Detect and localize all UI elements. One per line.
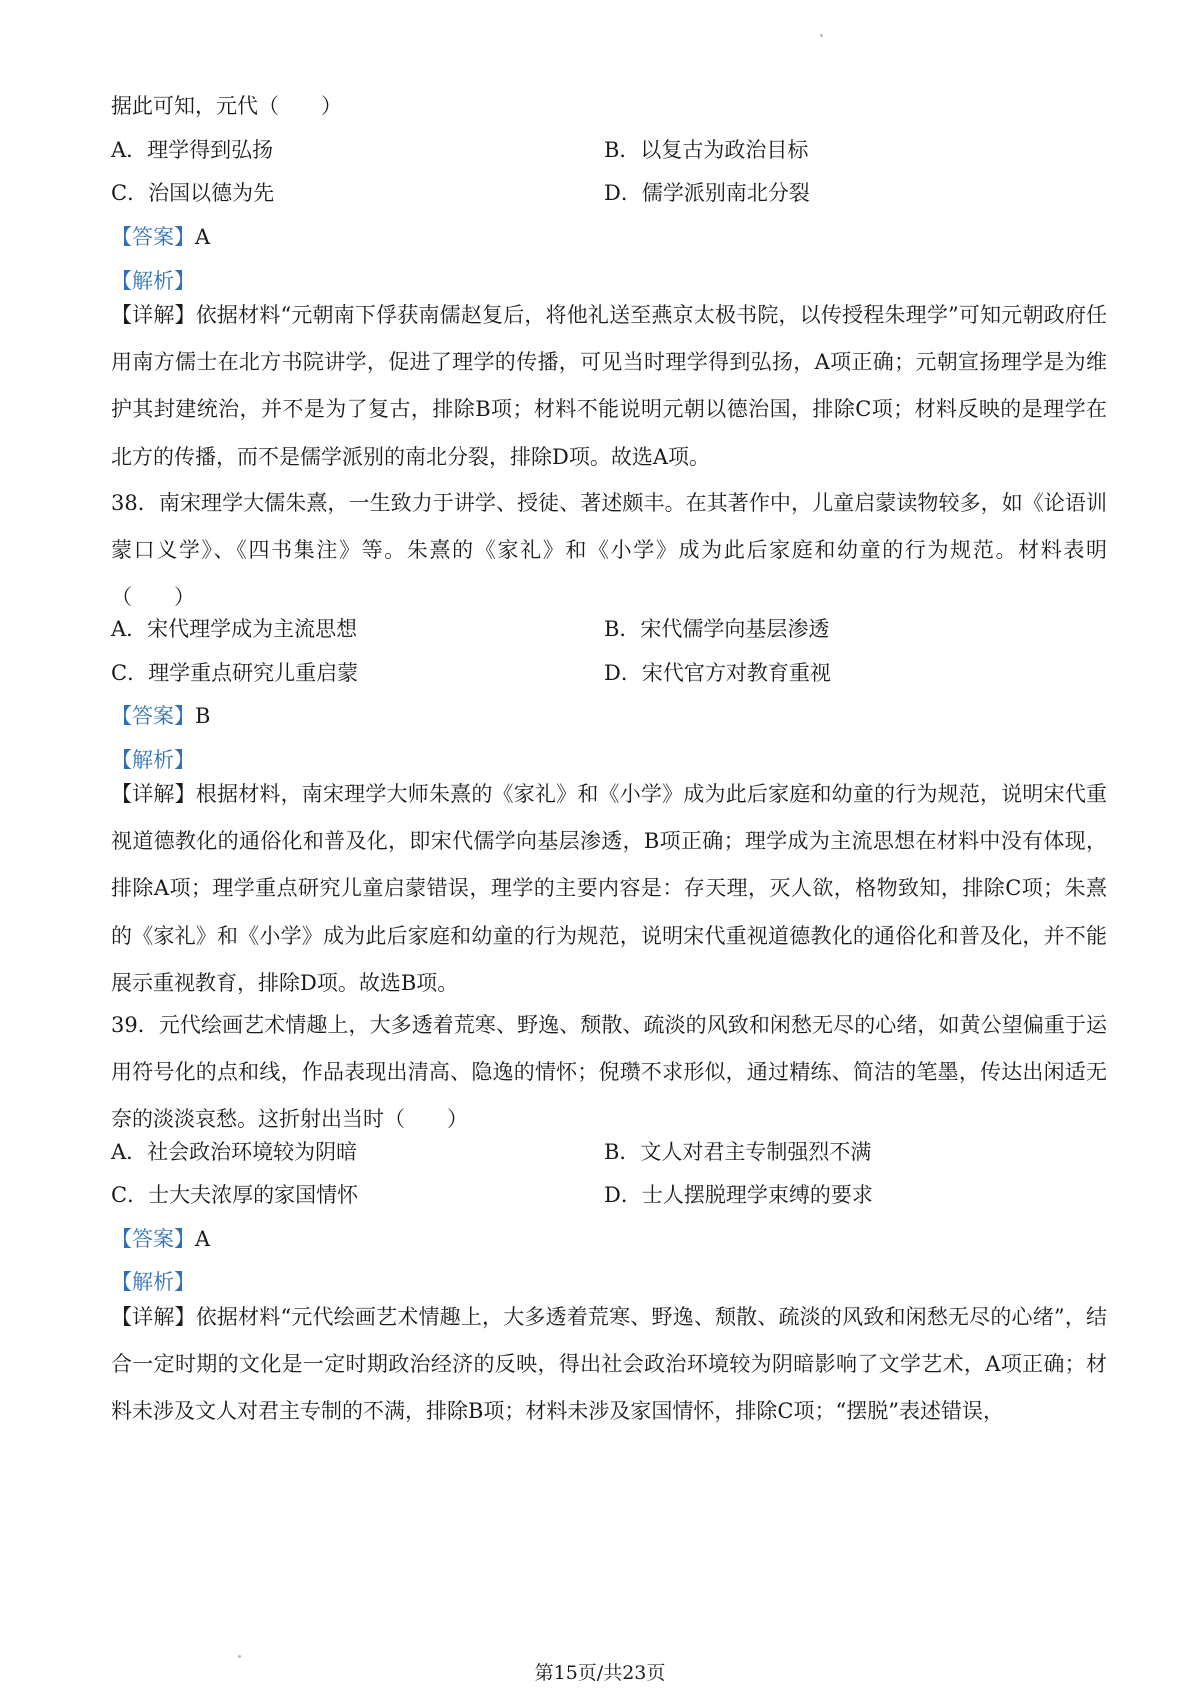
q39-answer-line <box>111 1224 1101 1254</box>
q38-option-c: C．理学重点研究儿重启蒙 <box>111 661 359 685</box>
q39-option-b: B．文人对君主专制强烈不满 <box>604 1140 872 1164</box>
q39-analysis-tag <box>111 1267 1101 1297</box>
q39-analysis-label: 【解析】 <box>111 1270 195 1294</box>
detail-text: 依据材料“元朝南下俘获南儒赵复后，将他礼送至燕京太极书院，以传授程朱理学”可知元朝政府任用南方儒士在北方书院讲学，促进了理学的传播，可见当时理学得到弘扬，A项正确；元朝宣扬理学是为维护其封建统治，并不是为了复古，排除B项；材料不能说明元朝以德治国，排除C项；材料反映的是理学在北方的传播，而不是儒学派别的南北分裂，排除D项。故选A项。 <box>111 303 1108 469</box>
q38-option-a: A．宋代理学成为主流思想 <box>111 617 358 641</box>
question-39-stem: 39．元代绘画艺术情趣上，大多透着荒寒、野逸、颓散、疏淡的风致和闲愁无尽的心绪，如黄公望偏重于运用符号化的点和线，作品表现出清高、隐逸的情怀；倪瓒不求形似，通过精练、简洁的笔墨，传达出闲适无奈的淡淡哀愁。这折射出当时（ ） <box>111 1013 1107 1132</box>
option-a: A．理学得到弘扬 <box>111 138 274 162</box>
q38-answer-line <box>111 701 1101 731</box>
page-number-footer: 第15页/共23页 <box>534 1662 666 1684</box>
q39-option-c: C．士大夫浓厚的家国情怀 <box>111 1183 359 1207</box>
q38-answer-tag: 【答案】 <box>111 704 195 728</box>
q38-detail-tag: 【详解】 <box>111 782 196 806</box>
detail-paragraph <box>111 292 1107 481</box>
option-c: C．治国以德为先 <box>111 181 275 205</box>
question-stem-tail: 据此可知，元代（ ） <box>111 94 342 118</box>
scan-mark-bottom <box>238 1655 241 1658</box>
q38-option-b: B．宋代儒学向基层渗透 <box>604 617 830 641</box>
q39-detail-paragraph <box>111 1294 1107 1436</box>
scan-mark <box>820 34 823 37</box>
q39-answer-value: A <box>195 1227 211 1251</box>
answer-tag: 【答案】 <box>111 225 195 249</box>
detail-tag: 【详解】 <box>111 303 196 327</box>
q38-analysis-label: 【解析】 <box>111 748 195 772</box>
q39-detail-text: 依据材料“元代绘画艺术情趣上，大多透着荒寒、野逸、颓散、疏淡的风致和闲愁无尽的心绪”，结合一定时期的文化是一定时期政治经济的反映，得出社会政治环境较为阴暗影响了文学艺术，A项正确；材料未涉及文人对君主专制的不满，排除B项；材料未涉及家国情怀，排除C项；“摆脱”表述错误， <box>111 1305 1108 1424</box>
q38-detail-text: 根据材料，南宋理学大师朱熹的《家礼》和《小学》成为此后家庭和幼童的行为规范，说明宋代重视道德教化的通俗化和普及化，即宋代儒学向基层渗透，B项正确；理学成为主流思想在材料中没有体现，排除A项；理学重点研究儿童启蒙错误，理学的主要内容是：存天理，灭人欲，格物致知，排除C项；朱熹的《家礼》和《小学》成为此后家庭和幼童的行为规范，说明宋代重视道德教化的通俗化和普及化，并不能展示重视教育，排除D项。故选B项。 <box>111 782 1108 995</box>
q38-answer-value: B <box>195 704 211 728</box>
answer-line <box>111 222 1101 252</box>
q38-detail-paragraph <box>111 771 1107 1007</box>
q39-detail-tag: 【详解】 <box>111 1305 196 1329</box>
option-b: B．以复古为政治目标 <box>604 138 809 162</box>
question-38-stem: 38．南宋理学大儒朱熹，一生致力于讲学、授徒、著述颇丰。在其著作中，儿童启蒙读物较多，如《论语训蒙口义学》、《四书集注》等。朱熹的《家礼》和《小学》成为此后家庭和幼童的行为规范。材料表明（ ） <box>111 491 1107 610</box>
analysis-label: 【解析】 <box>111 269 195 293</box>
option-d: D．儒学派别南北分裂 <box>604 181 810 205</box>
answer-value: A <box>195 225 211 249</box>
q39-option-d: D．士人摆脱理学束缚的要求 <box>604 1183 873 1207</box>
q39-option-a: A．社会政治环境较为阴暗 <box>111 1140 358 1164</box>
q38-option-d: D．宋代官方对教育重视 <box>604 661 831 685</box>
q39-answer-tag: 【答案】 <box>111 1227 195 1251</box>
